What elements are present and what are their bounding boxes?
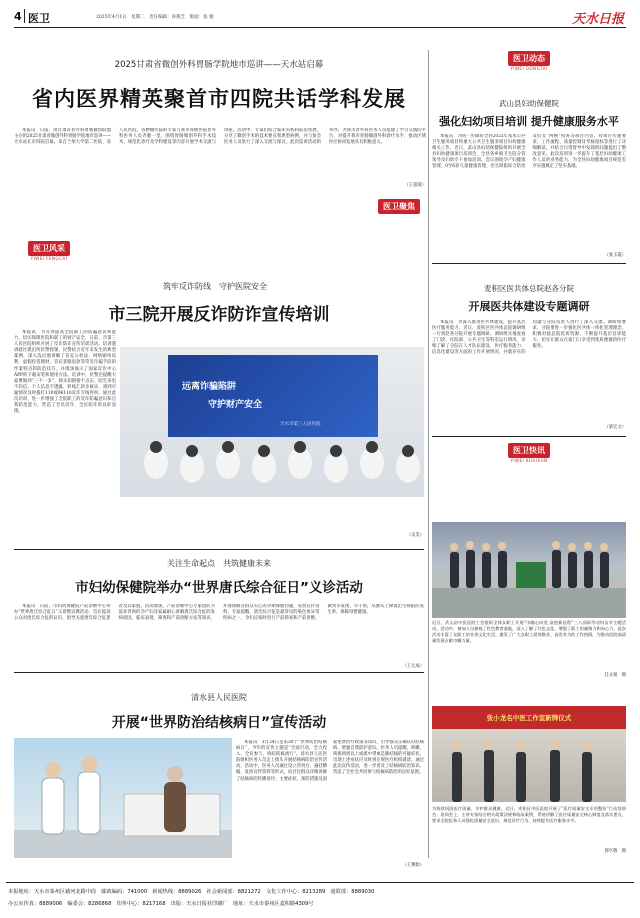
kuaixun-photo-1 — [432, 522, 626, 618]
juji-badge-label: 医卫聚焦 — [378, 199, 420, 214]
tangren-author: （王元成） — [402, 664, 424, 669]
kuaixun-badge: 医卫快讯 — [508, 443, 550, 458]
wushan-kicker: 武山县妇幼保健院 — [499, 99, 559, 108]
footer-rule — [6, 882, 634, 883]
page-number: 4 — [14, 10, 22, 23]
fanzha-author: （吴昊） — [406, 533, 424, 538]
dongtai-badge-wrap — [432, 50, 626, 78]
divider — [432, 436, 626, 437]
paper-logo: 天水日报 — [571, 12, 624, 27]
maiji-kicker: 麦积区医共体总院赵各分院 — [484, 284, 574, 293]
screen-text-2: 守护财产安全 — [208, 400, 263, 410]
wushan-author: （张玉霞） — [604, 253, 626, 258]
masthead-divider — [24, 9, 25, 23]
kuaixun-caption-1: 近日，武山县中医医院工会组织全体女职工开展“巾帼心向党 奋进新征程”三八国际劳动妇女节主题活动。活动中，参加人员参观了红色教育基地，深入了解了红色文化，增强了职工的凝聚力和向心力。此次活动丰富了女职工的业余文化生活，激发了广大女职工爱岗敬业、奋发有为的工作热情，为推动医院高质量发展贡献巾帼力量。 — [432, 620, 626, 643]
kuaixun-badge-wrap — [432, 442, 626, 470]
dongtai-badge: 医卫动态 — [508, 51, 550, 66]
projector-screen — [168, 355, 378, 437]
fanzha-title: 市三院开展反诈防诈宣传培训 — [108, 305, 330, 325]
screen-text-3: 天水市第三人民医院 — [280, 422, 321, 427]
outreach-illustration — [14, 738, 232, 858]
kuaixun-author-1: 任文娟 摄 — [604, 673, 626, 678]
dongtai-badge-sub: YIWEI DONGTAI — [510, 66, 548, 71]
column-divider — [428, 50, 429, 858]
maiji-body: 本报讯 为深入推进医共体建设，提升基层医疗服务能力，近日，麦积区医共体总院调研组一行到赵各分院开展专题调研。调研组实地查看了门诊、住院部、公共卫生等科室运行情况，详细了解了分院在人才队伍建设、医疗服务能力、信息化建设等方面的工作开展情况，并就存在的问题与分院负责人进行了深入交流。调研组要求，分院要进一步强化医共体一体化管理理念，积极对接总院优质资源，不断提升基层首诊能力，切实让群众在家门口享受到优质便捷的医疗服务。 — [432, 320, 626, 356]
screen-text-1: 远离诈骗陷阱 — [182, 382, 237, 392]
fanzha-body-col1: 本报讯 为有效提高全院职工的防骗意识和能力，切实保障医院和职工的财产安全，日前，市第三人民医院组织开展了反诈防诈宣传培训活动。培训邀请辖区派出所民警授课，民警结合近年来发生的典型案例，深入浅出地讲解了冒充公检法、网络刷单返利、虚假投资理财、冒充客服退款等常见诈骗手段的作案特点和防范技巧，并现场演示了国家反诈中心APP的下载安装和使用方法。培训中，民警还提醒大家要做到“三不一多”，即未知链接不点击、陌生来电不轻信、个人信息不透露、转账汇款多核实，遇到可疑情况及时拨打110或96110反诈专线咨询。通过此次培训，进一步增强了全院职工的反诈防骗意识和自我防范能力，营造了全员反诈、全民防诈的良好氛围。 — [14, 330, 116, 415]
kuaixun-badge-sub: YIWEI KUAIXUN — [510, 458, 548, 463]
qingshui-title: 开展“世界防治结核病日”宣传活动 — [111, 715, 327, 731]
masthead — [14, 8, 626, 28]
lead-kicker: 2025甘肃省微创外科胃肠学院地市巡讲——天水站启幕 — [114, 60, 324, 70]
wushan-body: 本报讯 为进一步做好全县2025年基本公共卫生服务项目和重大公共卫生服务项目妇幼健康相关工作，近日，武山县妇幼保健院组织开展全县妇幼健康项目培训会，全县各乡镇卫生院分管领导及妇幼专干参加培训。会议围绕孕产妇健康管理、0至6岁儿童健康管理、出生缺陷综合防治及妇女“两癌”检查等项目内容，对项目实施要求、工作流程、质量控制及考核指标等进行了详细解读，并结合日常督导中发现的问题提出了整改意见。此次培训进一步提升了基层妇幼健康工作人员的业务能力，为全县妇幼健康项目规范有序实施奠定了坚实基础。 — [432, 134, 626, 170]
maiji-title: 开展医共体建设专题调研 — [468, 300, 590, 313]
fengcai-badge: 医卫风采 — [28, 241, 70, 256]
section-name: 医卫 — [28, 12, 50, 25]
qingshui-photo — [14, 738, 232, 858]
qingshui-kicker: 清水县人民医院 — [191, 693, 247, 702]
tangren-kicker: 关注生命起点 共筑健康未来 — [167, 559, 271, 568]
footer-line-1: 本报地址：天水市秦州区藉河北路中段 邮政编码：741000 新闻热线：8889026 社会新闻部：8821272 文化工作中心：8213289 通联部：8889030 — [8, 889, 375, 895]
group-photo-illustration — [432, 522, 626, 618]
divider — [14, 549, 424, 550]
ceremony-illustration — [432, 730, 626, 802]
maiji-author: （梁宏文） — [604, 425, 626, 430]
fengcai-badge-sub: YIWEI FENGCAI — [30, 256, 68, 261]
tangren-title: 市妇幼保健院举办“世界唐氏综合征日”义诊活动 — [75, 580, 363, 596]
divider — [14, 672, 424, 673]
kuaixun-photo-2 — [432, 706, 626, 802]
lead-body: 本报讯 日前，由甘肃省普外科胃肠微创联盟主办的2025甘肃省微创外科胃肠学院地市巡讲——天水站在市四院启幕。来自兰州大学第二医院、省人民医院、省肿瘤医院的专家与我市各级医院普外科医务人员齐聚一堂，围绕胃肠微创外科手术技术、规范化诊疗及学科建设等内容开展学术交流与讲座。活动中，专家们结合临床实践和前沿进展，分享了微创手术的技术要点和典型病例，并与参会医务人员进行了深入交流与探讨。此次巡讲活动的举办，为我市普外科医务人员搭建了学习交流的平台，对提升我市胃肠微创外科诊疗水平、推动区域医疗协同发展具有积极意义。 — [14, 128, 426, 146]
kuaixun-photo-banner: 张小龙名中医工作室新牌仪式 — [486, 714, 572, 722]
kuaixun-caption-2: 为持续巩固医疗质量，守护群众健康，近日，麦积区中医医院开展了“医疗质量安全专项整治”行动培训会。培训会上，主讲专家结合相关政策法规和临床案例，系统讲解了医疗质量安全核心制度及落实要点，要求全院医务人员强化质量安全意识，规范诊疗行为，持续提升医疗服务水平。 — [432, 806, 626, 823]
fanzha-photo — [120, 347, 424, 497]
fanzha-kicker: 筑牢反诈防线 守护医院安全 — [163, 282, 267, 291]
lead-title: 省内医界精英聚首市四院共话学科发展 — [32, 87, 406, 111]
date-line: 2025年4月1日 星期二 责任编辑：孙燕芝 版面：张 媛 — [96, 15, 214, 20]
kuaixun-author-2: 郭亨敬 摄 — [604, 849, 626, 854]
wushan-title: 强化妇幼项目培训 提升健康服务水平 — [439, 115, 619, 128]
audience-illustration — [120, 433, 424, 497]
juji-badge — [372, 198, 426, 214]
qingshui-body: 本报讯 3月24日是第30个“世界防治结核病日”，今年的宣传主题是“全面行动，全力投入，全民参与，终结结核流行”。清水县人民医院组织医务人员走上街头开展结核病防治宣传活动。活动中，医务人员通过设立咨询台、悬挂横幅、发放宣传资料等形式，向过往群众详细讲解了结核病的传播途径、主要症状、预防措施及国家免费治疗政策等知识，引导群众正确认识结核病，增强自我防护意识。医务人员提醒，咳嗽、咳痰两周以上或痰中带血是肺结核的可疑症状，出现上述症状应及时到正规医疗机构就诊。通过此次宣传活动，进一步普及了结核病防治知识，营造了全社会共同参与结核病防治的良好氛围。 — [236, 740, 424, 782]
qingshui-author: （王翔娟） — [402, 863, 424, 868]
footer-line-2: 办公室传真：8889006 编委会：8286868 印务中心：8217168 出版：天水日报社印刷厂 地址：天水市秦州区麦积路4309号 — [8, 901, 314, 907]
divider — [432, 263, 626, 264]
fengcai-badge-wrap — [14, 240, 84, 268]
tangren-body: 本报讯 日前，市妇幼保健院产前诊断中心举办“世界唐氏综合征日”义诊暨宣教活动，旨在提高公众对唐氏综合征的认识，倡导关爱唐氏综合征患者及其家庭。活动现场，产前诊断中心专家团队为前来咨询的孕产妇及家属耐心讲解唐氏综合征的发病原因、临床表现、筛查和产前诊断方法等知识，并现场解答群众关心的孕期保健问题，发放宣传资料。专家提醒，唐氏综合征是最常见的染色体异常疾病之一，孕妇应按时进行产前筛查和产前诊断，做到早发现、早干预，从源头上降低出生缺陷的发生率，保障母婴健康。 — [14, 604, 424, 622]
lead-author: （王超迪） — [404, 183, 426, 188]
